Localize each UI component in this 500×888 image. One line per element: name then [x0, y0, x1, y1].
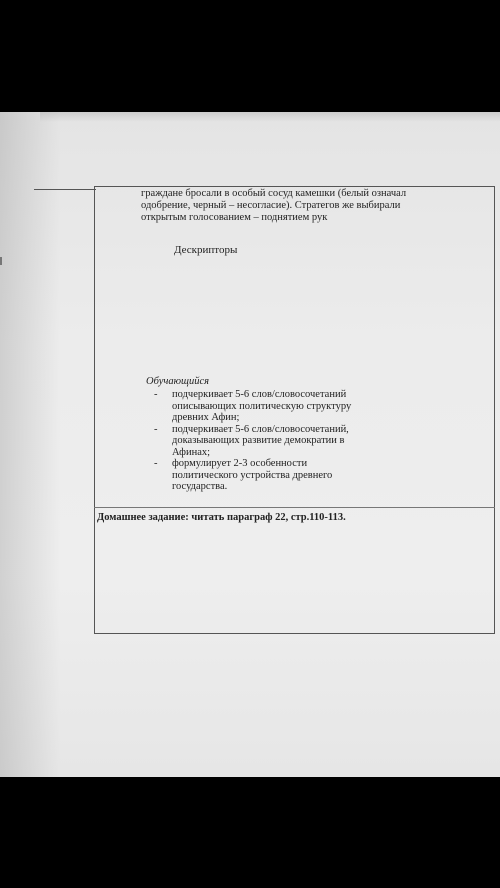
- list-dash: -: [154, 458, 158, 469]
- criteria-line: древних Афин;: [172, 412, 240, 423]
- page-top-fold: [40, 112, 500, 122]
- criteria-item: [152, 424, 382, 459]
- list-dash: -: [154, 423, 158, 435]
- page-edge-mark: [0, 257, 2, 265]
- descriptors-heading: Дескрипторы: [174, 244, 238, 256]
- criteria-line: политического устройства древнего: [172, 469, 333, 481]
- criteria-line: доказывающих развитие демократии в: [172, 435, 345, 446]
- criteria-item: [152, 458, 382, 493]
- table-row-divider: [94, 507, 495, 508]
- criteria-line: описывающих политическую структуру: [172, 400, 352, 412]
- intro-line: одобрение, черный – несогласие). Стратегов же выбирали: [141, 200, 401, 211]
- intro-line: граждане бросали в особый сосуд камешки (белый означал: [141, 188, 407, 199]
- table-outer-line: [34, 189, 96, 190]
- intro-paragraph: [141, 188, 449, 224]
- dark-top-area: [0, 0, 500, 112]
- criteria-list: [152, 389, 382, 493]
- dark-bottom-area: [0, 777, 500, 888]
- criteria-line: подчеркивает 5-6 слов/словосочетаний,: [172, 423, 349, 435]
- criteria-line: подчеркивает 5-6 слов/словосочетаний: [172, 389, 347, 400]
- table-column-rule: [94, 186, 95, 634]
- learners-heading: Обучающийся: [146, 376, 210, 387]
- criteria-line: формулирует 2-3 особенности: [172, 458, 308, 469]
- intro-line: открытым голосованием – поднятием рук: [141, 212, 328, 223]
- homework-assignment: Домашнее задание: читать параграф 22, стр.110-113.: [97, 512, 346, 523]
- list-dash: -: [154, 389, 158, 400]
- criteria-line: государства.: [172, 481, 228, 492]
- page-shadow: [0, 112, 60, 777]
- criteria-line: Афинах;: [172, 446, 211, 458]
- criteria-item: [152, 389, 382, 424]
- document-page: [0, 112, 500, 777]
